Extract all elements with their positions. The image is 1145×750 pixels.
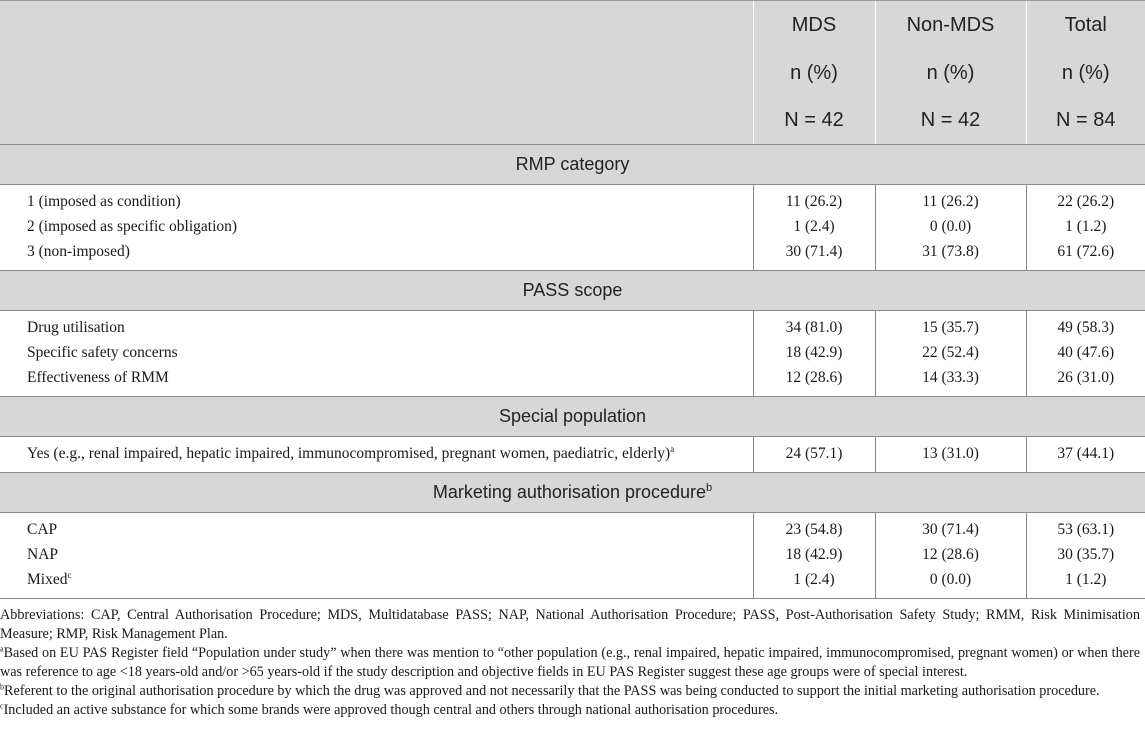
column-header-non-mds: Non-MDS — [875, 1, 1026, 50]
section-row-marketing-authorisation — [0, 473, 1145, 513]
cell-mds: 34 (81.0) — [753, 311, 875, 341]
footnote-text: Based on EU PAS Register field “Population under study” when there was mention to “other population (e.g., renal impaired, hepatic impaired, immunocompromised, pregnant women) or when there was reference to age <18 years-old and/or >65 years-old if the study description and objective fields in EU PAS Register suggest these age groups were of special interest. — [0, 645, 1140, 680]
cell-total: 26 (31.0) — [1026, 365, 1145, 397]
section-title: Special population — [0, 397, 1145, 437]
footnote-a — [0, 644, 1140, 682]
cell-mds: 30 (71.4) — [753, 239, 875, 271]
footnote-b — [0, 682, 1140, 701]
row-label: Drug utilisation — [27, 319, 125, 336]
section-row-rmp-category — [0, 145, 1145, 185]
cell-total: 37 (44.1) — [1026, 437, 1145, 473]
cell-mds: 12 (28.6) — [753, 365, 875, 397]
row-label: CAP — [27, 521, 58, 538]
cell-total: 61 (72.6) — [1026, 239, 1145, 271]
cell-mds: 24 (57.1) — [753, 437, 875, 473]
cell-mds: 1 (2.4) — [753, 567, 875, 599]
total-header-total: N = 84 — [1026, 97, 1145, 145]
cell-mds: 18 (42.9) — [753, 340, 875, 365]
table-row — [0, 365, 1145, 397]
cell-non-mds: 0 (0.0) — [875, 567, 1026, 599]
row-label-text: Yes (e.g., renal impaired, hepatic impaired, immunocompromised, pregnant women, paediatric, elderly) — [27, 445, 671, 462]
cell-non-mds: 13 (31.0) — [875, 437, 1026, 473]
footnote-mark: c — [0, 701, 4, 711]
cell-total: 53 (63.1) — [1026, 513, 1145, 543]
table-row — [0, 311, 1145, 341]
footnote-text: Included an active substance for which some brands were approved though central and others through national authorisation procedures. — [3, 702, 779, 718]
unit-header-mds: n (%) — [753, 49, 875, 97]
section-title — [0, 473, 1145, 513]
footnote-text: Referent to the original authorisation procedure by which the drug was approved and not necessarily that the PASS was being conducted to support the initial marketing authorisation procedure. — [4, 683, 1100, 699]
cell-non-mds: 22 (52.4) — [875, 340, 1026, 365]
header-corner-cell — [0, 49, 753, 97]
cell-non-mds: 14 (33.3) — [875, 365, 1026, 397]
cell-total: 49 (58.3) — [1026, 311, 1145, 341]
row-label: 2 (imposed as specific obligation) — [27, 218, 238, 235]
unit-header-total: n (%) — [1026, 49, 1145, 97]
footnote-mark: a — [0, 644, 4, 654]
cell-total: 1 (1.2) — [1026, 567, 1145, 599]
cell-mds: 18 (42.9) — [753, 542, 875, 567]
cell-non-mds: 11 (26.2) — [875, 185, 1026, 215]
table-row — [0, 542, 1145, 567]
cell-non-mds: 12 (28.6) — [875, 542, 1026, 567]
total-header-non-mds: N = 42 — [875, 97, 1026, 145]
column-header-total: Total — [1026, 1, 1145, 50]
footnote-marker: b — [706, 482, 713, 494]
header-row-units — [0, 49, 1145, 97]
row-label: Specific safety concerns — [27, 344, 178, 361]
cell-total: 1 (1.2) — [1026, 214, 1145, 239]
table-row — [0, 185, 1145, 215]
table-row — [0, 437, 1145, 473]
cell-non-mds: 15 (35.7) — [875, 311, 1026, 341]
footnote-mark: b — [0, 682, 4, 692]
row-label: 3 (non-imposed) — [27, 243, 130, 260]
cell-mds: 11 (26.2) — [753, 185, 875, 215]
row-label: Effectiveness of RMM — [27, 369, 169, 386]
column-header-mds: MDS — [753, 1, 875, 50]
table-row — [0, 513, 1145, 543]
row-label-text: Mixed — [27, 571, 68, 588]
footnote-c — [0, 701, 1140, 720]
header-row-groups — [0, 1, 1145, 50]
section-row-special-population — [0, 397, 1145, 437]
row-label — [0, 437, 753, 473]
abbreviations-note: Abbreviations: CAP, Central Authorisation Procedure; MDS, Multidatabase PASS; NAP, National Authorisation Procedure; PASS, Post-Authorisation Safety Study; RMM, Risk Minimisation Measure; RMP, Risk Management Plan. — [0, 607, 1140, 642]
row-label — [0, 567, 753, 599]
table-row — [0, 340, 1145, 365]
unit-header-non-mds: n (%) — [875, 49, 1026, 97]
section-title: PASS scope — [0, 271, 1145, 311]
row-label: 1 (imposed as condition) — [27, 193, 181, 210]
row-label: NAP — [27, 546, 59, 563]
cell-total: 40 (47.6) — [1026, 340, 1145, 365]
cell-total: 30 (35.7) — [1026, 542, 1145, 567]
cell-total: 22 (26.2) — [1026, 185, 1145, 215]
table-footnotes — [0, 606, 1140, 720]
section-title: RMP category — [0, 145, 1145, 185]
header-corner-cell — [0, 97, 753, 145]
footnote-marker: c — [67, 569, 72, 580]
section-row-pass-scope — [0, 271, 1145, 311]
cell-non-mds: 0 (0.0) — [875, 214, 1026, 239]
header-row-totals — [0, 97, 1145, 145]
table-row — [0, 239, 1145, 271]
cell-mds: 1 (2.4) — [753, 214, 875, 239]
cell-non-mds: 30 (71.4) — [875, 513, 1026, 543]
total-header-mds: N = 42 — [753, 97, 875, 145]
cell-mds: 23 (54.8) — [753, 513, 875, 543]
footnote-marker: a — [670, 443, 675, 454]
header-corner-cell — [0, 1, 753, 50]
table-row — [0, 214, 1145, 239]
table-row — [0, 567, 1145, 599]
section-title-text: Marketing authorisation procedure — [432, 482, 707, 502]
cell-non-mds: 31 (73.8) — [875, 239, 1026, 271]
